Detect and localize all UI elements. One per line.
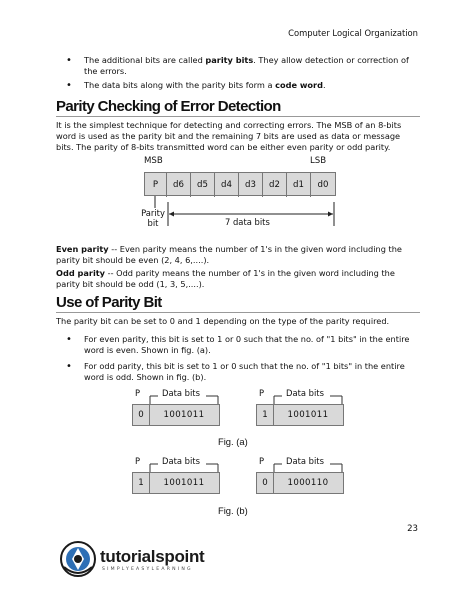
intro-bullet-2: • The data bits along with the parity bits form a code word. bbox=[66, 80, 326, 91]
bit-cell-d3: d3 bbox=[239, 173, 263, 197]
logo-wordmark: tutorialspoint bbox=[100, 547, 205, 566]
lsb-label: LSB bbox=[310, 156, 327, 166]
parity-bit-label: Parity bit bbox=[141, 208, 165, 228]
data-cell: 1000110 bbox=[287, 478, 329, 488]
parity-word-figure bbox=[141, 156, 340, 236]
fig-b-left-word bbox=[132, 456, 232, 496]
fig-b-caption: Fig. (b) bbox=[218, 505, 248, 516]
parity-cell: 0 bbox=[133, 405, 150, 425]
bit-cell-d5: d5 bbox=[191, 173, 215, 197]
bit-cell-d4: d4 bbox=[215, 173, 239, 197]
bit-row bbox=[144, 172, 336, 196]
logo-tagline: SIMPLYEASYLEARNING bbox=[102, 567, 193, 572]
parity-cell: 1 bbox=[133, 473, 150, 493]
heading-rule bbox=[56, 116, 420, 117]
bit-cell-d6: d6 bbox=[167, 173, 191, 197]
p-label: P bbox=[135, 456, 141, 466]
data-cell: 1001011 bbox=[163, 410, 205, 420]
parity-cell: 1 bbox=[257, 405, 274, 425]
fig-a-right-word bbox=[256, 388, 356, 428]
fig-b-right-word bbox=[256, 456, 356, 496]
bullet-dot: • bbox=[66, 55, 72, 66]
bullet-dot: • bbox=[66, 334, 72, 345]
odd-parity-bullet: • For odd parity, this bit is set to 1 or 0 such that the no. of "1 bits" in the entire word is odd. Shown in fig. (b). bbox=[66, 361, 405, 382]
heading-rule bbox=[56, 312, 420, 313]
p-label: P bbox=[135, 388, 141, 398]
p-label: P bbox=[259, 388, 265, 398]
section1-paragraph: It is the simplest technique for detecting and correcting errors. The MSB of an 8-bits word is used as the parity bit and the remaining 7 bits are used as data or message bits. The parity of 8-bits transmitted word can be either even parity or odd parity. bbox=[56, 120, 402, 152]
data-bits-label: Data bits bbox=[286, 456, 324, 466]
section-heading-parity-checking: Parity Checking of Error Detection bbox=[56, 98, 281, 115]
bit-cell-d1: d1 bbox=[287, 173, 311, 197]
bit-cell-d0: d0 bbox=[317, 180, 329, 190]
section2-paragraph: The parity bit can be set to 0 and 1 depending on the type of the parity required. bbox=[56, 316, 390, 326]
parity-cell: 0 bbox=[257, 473, 274, 493]
bullet-dot: • bbox=[66, 80, 72, 91]
bit-cell-p: P bbox=[145, 173, 167, 197]
fig-a-caption: Fig. (a) bbox=[218, 436, 248, 447]
data-bits-label: 7 data bits bbox=[222, 217, 273, 227]
even-parity-bullet: • For even parity, this bit is set to 1 or 0 such that the no. of "1 bits" in the entire word is even. Shown in fig. (a). bbox=[66, 334, 410, 355]
even-parity-definition: Even parity -- Even parity means the number of 1's in the given word including the parity bit should be even (2, 4, 6,....). bbox=[56, 244, 402, 265]
data-cell: 1001011 bbox=[163, 478, 205, 488]
word-box bbox=[256, 472, 344, 494]
odd-parity-definition: Odd parity -- Odd parity means the number of 1's in the given word including the parity bit should be odd (1, 3, 5,....). bbox=[56, 268, 395, 289]
bit-brackets bbox=[144, 196, 340, 236]
data-cell: 1001011 bbox=[287, 410, 329, 420]
bullet-dot: • bbox=[66, 361, 72, 372]
word-box bbox=[132, 472, 220, 494]
data-bits-label: Data bits bbox=[286, 388, 324, 398]
msb-label: MSB bbox=[144, 156, 163, 166]
tutorialspoint-logo bbox=[58, 539, 258, 579]
word-box bbox=[132, 404, 220, 426]
intro-bullet-1: • The additional bits are called parity bits. They allow detection or correction of the errors. bbox=[66, 55, 409, 76]
data-bits-label: Data bits bbox=[162, 388, 200, 398]
page-number: 23 bbox=[407, 524, 418, 534]
data-bits-label: Data bits bbox=[162, 456, 200, 466]
section-heading-use-of-parity-bit: Use of Parity Bit bbox=[56, 294, 162, 311]
bit-cell-d2: d2 bbox=[263, 173, 287, 197]
p-label: P bbox=[259, 456, 265, 466]
logo-emblem-icon bbox=[58, 539, 98, 579]
running-header: Computer Logical Organization bbox=[288, 28, 418, 38]
word-box bbox=[256, 404, 344, 426]
